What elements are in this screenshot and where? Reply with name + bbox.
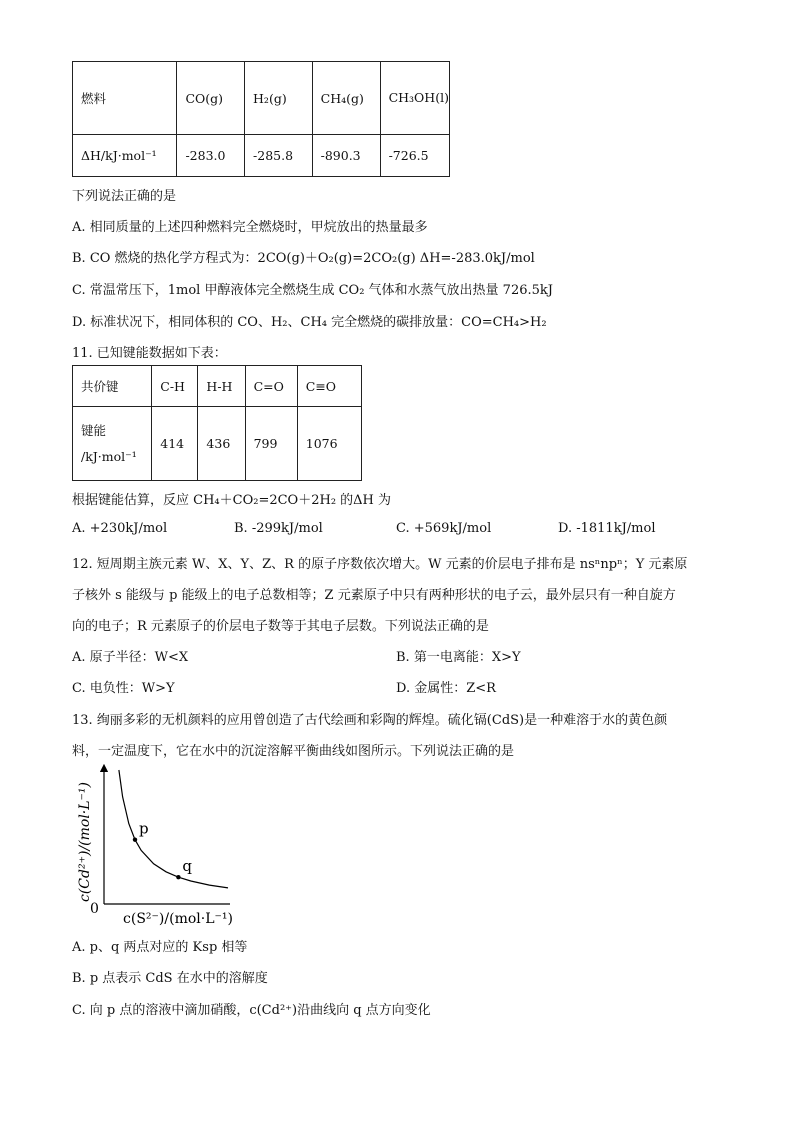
table-row-label: ΔH/kJ·mol⁻¹: [73, 135, 177, 177]
table-cell: -890.3: [312, 135, 380, 177]
table-header-cell: CO(g): [177, 62, 245, 135]
table-cell: -726.5: [380, 135, 449, 177]
q11-option-a: A. +230kJ/mol: [72, 521, 168, 536]
bond-energy-table: [72, 365, 362, 481]
table-cell: 1076: [297, 407, 361, 481]
table-header-cell: CH₃OH(l): [380, 62, 449, 135]
table-row: [73, 62, 450, 135]
q13-line-1: 13. 绚丽多彩的无机颜料的应用曾创造了古代绘画和彩陶的辉煌。硫化镉(CdS)是一种难溶于水的黄色颜: [72, 713, 668, 728]
table-header-cell: C=O: [245, 366, 297, 407]
table-cell: 799: [245, 407, 297, 481]
q10-stem: 下列说法正确的是: [72, 189, 177, 204]
q11-option-c: C. +569kJ/mol: [396, 521, 492, 536]
table-header-cell: H₂(g): [245, 62, 313, 135]
table-header-cell: CH₄(g): [312, 62, 380, 135]
table-header-cell: H-H: [198, 366, 245, 407]
table-header-cell: 共价键: [73, 366, 152, 407]
row-label-line-2: /kJ·mol⁻¹: [81, 448, 137, 464]
table-header-cell: C-H: [152, 366, 198, 407]
point-label-p: p: [139, 819, 149, 838]
q13-option-a: A. p、q 两点对应的 Ksp 相等: [72, 940, 248, 955]
q10-option-b: B. CO 燃烧的热化学方程式为：2CO(g)＋O₂(g)=2CO₂(g) ΔH=-283.0kJ/mol: [72, 251, 535, 266]
q12-line-3: 向的电子；R 元素原子的价层电子数等于其电子层数。下列说法正确的是: [72, 619, 489, 634]
solubility-equilibrium-chart: [72, 760, 262, 932]
table-cell: 414: [152, 407, 198, 481]
table-row: [73, 407, 362, 481]
row-label-line-1: 键能: [81, 422, 107, 438]
q12-option-a: A. 原子半径：W<X: [72, 650, 189, 665]
q12-line-2: 子核外 s 能级与 p 能级上的电子总数相等；Z 元素原子中只有两种形状的电子云，最外层只有一种自旋方: [72, 588, 676, 603]
table-row-label: [73, 407, 152, 481]
q12-option-b: B. 第一电离能：X>Y: [396, 650, 521, 665]
q12-line-1: 12. 短周期主族元素 W、X、Y、Z、R 的原子序数依次增大。W 元素的价层电子排布是 nsⁿnpⁿ；Y 元素原: [72, 557, 688, 572]
fuel-table: [72, 61, 450, 177]
table-cell: -283.0: [177, 135, 245, 177]
table-header-cell: C≡O: [297, 366, 361, 407]
q10-option-d: D. 标准状况下，相同体积的 CO、H₂、CH₄ 完全燃烧的碳排放量：CO=CH₄>H₂: [72, 315, 547, 330]
q13-option-c: C. 向 p 点的溶液中滴加硝酸，c(Cd²⁺)沿曲线向 q 点方向变化: [72, 1003, 431, 1018]
q11-option-d: D. -1811kJ/mol: [558, 521, 656, 536]
q11-question: 根据键能估算，反应 CH₄＋CO₂=2CO＋2H₂ 的ΔH 为: [72, 493, 392, 508]
x-axis-label: c(S²⁻)/(mol·L⁻¹): [123, 911, 233, 927]
q13-line-2: 料，一定温度下，它在水中的沉淀溶解平衡曲线如图所示。下列说法正确的是: [72, 744, 515, 759]
table-header-cell: 燃料: [73, 62, 177, 135]
q12-option-c: C. 电负性：W>Y: [72, 681, 175, 696]
table-cell: -285.8: [245, 135, 313, 177]
point-label-q: q: [182, 857, 193, 876]
chart-points: [133, 820, 193, 880]
q10-option-c: C. 常温常压下，1mol 甲醇液体完全燃烧生成 CO₂ 气体和水蒸气放出热量 726.5kJ: [72, 283, 553, 298]
q12-option-d: D. 金属性：Z<R: [396, 681, 496, 696]
point-q: [176, 875, 180, 879]
equilibrium-curve: [119, 770, 228, 888]
point-p: [133, 837, 137, 841]
table-cell: 436: [198, 407, 245, 481]
table-row: [73, 135, 450, 177]
origin-label: 0: [90, 901, 99, 917]
q13-option-b: B. p 点表示 CdS 在水中的溶解度: [72, 971, 268, 986]
q11-stem: 11. 已知键能数据如下表：: [72, 346, 227, 361]
table-row: [73, 366, 362, 407]
y-axis-label: c(Cd²⁺)/(mol·L⁻¹): [77, 781, 93, 903]
q10-option-a: A. 相同质量的上述四种燃料完全燃烧时，甲烷放出的热量最多: [72, 220, 428, 235]
q11-option-b: B. -299kJ/mol: [234, 521, 323, 536]
